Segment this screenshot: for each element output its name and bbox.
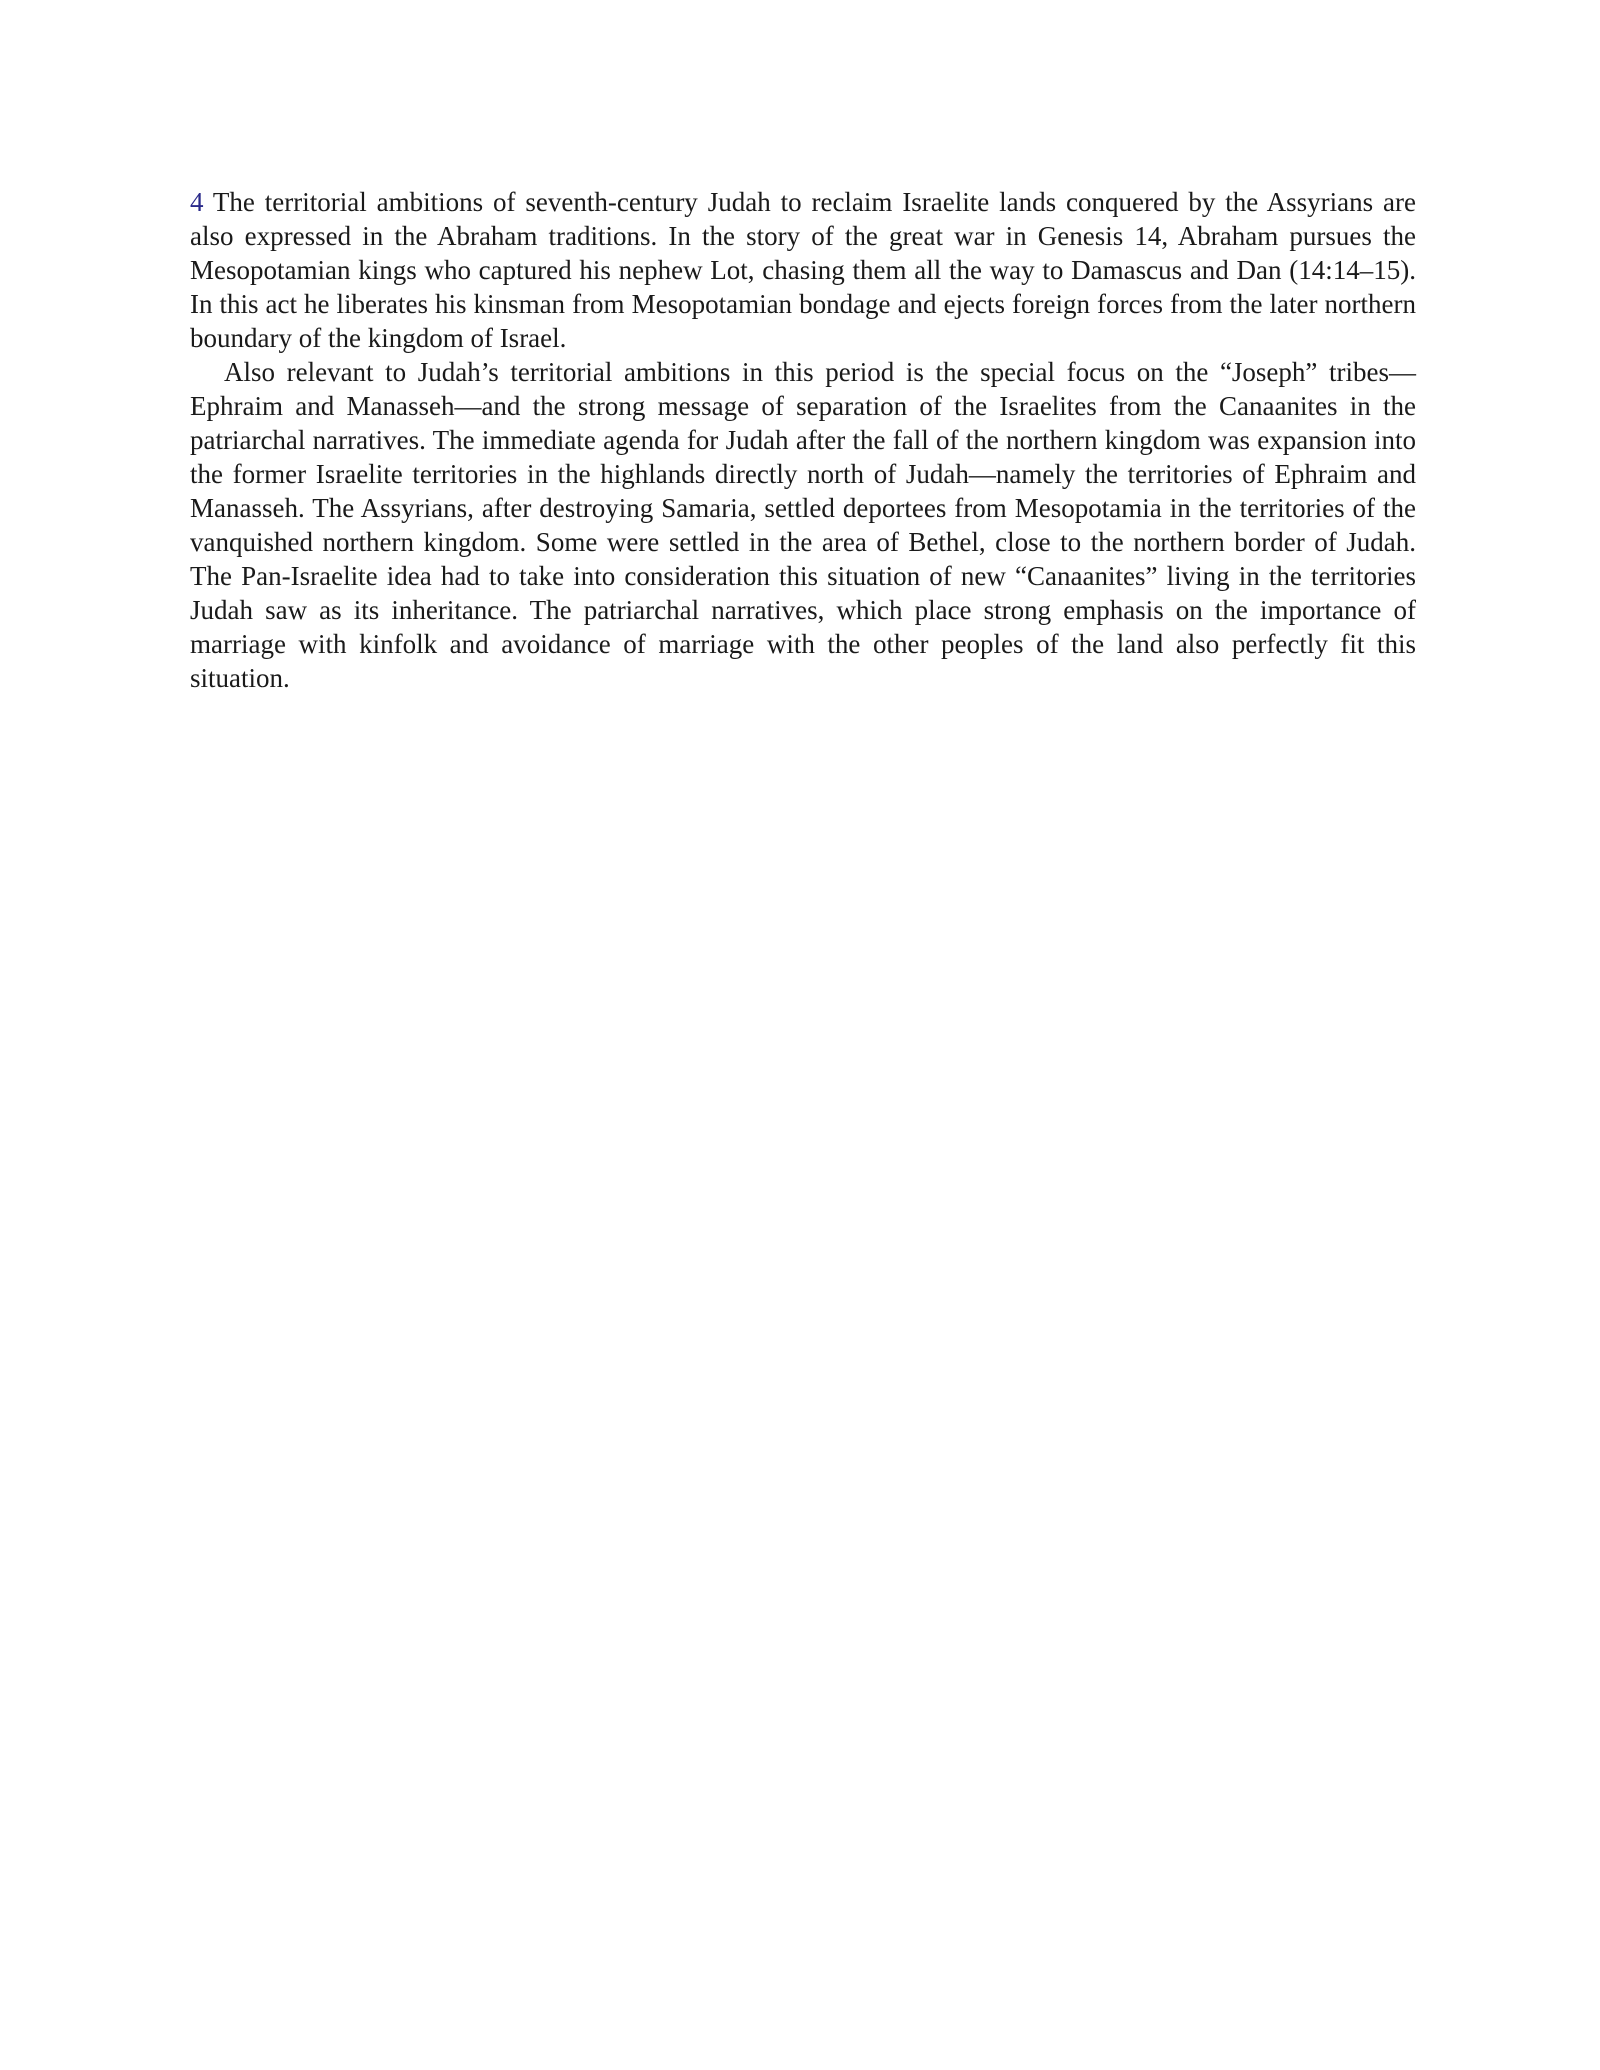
footnote-block xyxy=(190,185,1416,695)
footnote-paragraph-1-text: The territorial ambitions of seventh-century Judah to reclaim Israelite lands conquered by the Assyrians are also expressed in the Abraham traditions. In the story of the great war in Genesis 14, Abraham pursues the Mesopotamian kings who captured his nephew Lot, chasing them all the way to Damascus and Dan (14:14–15). In this act he liberates his kinsman from Mesopotamian bondage and ejects foreign forces from the later northern boundary of the kingdom of Israel. xyxy=(190,187,1416,353)
footnote-number-link[interactable]: 4 xyxy=(190,187,204,217)
footnote-paragraph-2: Also relevant to Judah’s territorial ambitions in this period is the special focus on the “Joseph” tribes—Ephraim and Manasseh—and the strong message of separation of the Israelites from the Canaanites in the patriarchal narratives. The immediate agenda for Judah after the fall of the northern kingdom was expansion into the former Israelite territories in the highlands directly north of Judah—namely the territories of Ephraim and Manasseh. The Assyrians, after destroying Samaria, settled deportees from Mesopotamia in the territories of the vanquished northern kingdom. Some were settled in the area of Bethel, close to the northern border of Judah. The Pan-Israelite idea had to take into consideration this situation of new “Canaanites” living in the territories Judah saw as its inheritance. The patriarchal narratives, which place strong emphasis on the importance of marriage with kinfolk and avoidance of marriage with the other peoples of the land also perfectly fit this situation. xyxy=(190,357,1416,693)
footnote-paragraph-1 xyxy=(190,185,1416,355)
